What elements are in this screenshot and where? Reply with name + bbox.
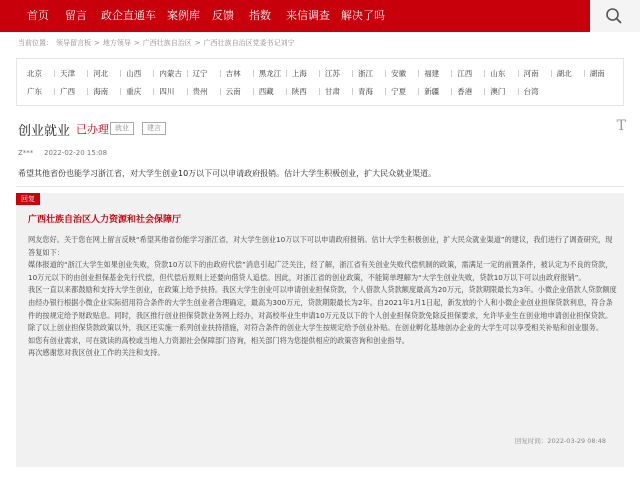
region-separator (253, 88, 254, 95)
divider (16, 186, 624, 187)
region-link[interactable]: 贵州 (192, 87, 208, 96)
reply-time: 回复时间：2022-03-29 08:48 (514, 437, 606, 445)
reply-paragraph: 我区一直以来都鼓励和支持大学生创业，在政策上给予扶持。我区大学生创业可以申请创业担保贷款，个人借款人贷款额度最高为20万元，贷款期限最长为3年。小微企业借款人贷款额度由经办银行根据小微企业实际招用符合条件的大学生创业者合理确定，最高为300万元，贷款期限最长为2年。自2021年1月1日起，新发放的个人和小微企业创业担保贷款利息，符合条件的按规定给予财政贴息。同时，我区推行创业担保贷款业务网上经办，对高校毕业生申请10万元及以下的个人创业担保贷款免除反担保要求，允许毕业生在创业地申请创业担保贷款。 (28, 285, 617, 320)
region-separator (54, 88, 55, 95)
region-link[interactable]: 河北 (93, 69, 109, 78)
nav-home[interactable]: 首页 (27, 9, 49, 22)
breadcrumb-prefix: 当前位置： (18, 39, 53, 47)
post-title: 创业就业 (18, 124, 71, 139)
region-separator (187, 70, 188, 77)
reply-paragraph: 如您有创业需求，可在就读的高校或当地人力资源社会保障部门咨询，相关部门将为您提供相应的政策咨询和创业指导。 (28, 335, 409, 345)
region-link[interactable]: 浙江 (358, 69, 373, 78)
region-link[interactable]: 云南 (225, 87, 241, 96)
region-separator (418, 70, 419, 77)
region-separator (484, 70, 485, 77)
region-separator (87, 70, 88, 77)
font-size-icon[interactable]: T (616, 118, 626, 134)
author-name: Z*** (18, 149, 34, 157)
breadcrumb (18, 38, 298, 48)
region-separator (253, 70, 254, 77)
region-link[interactable]: 新疆 (424, 87, 440, 96)
region-link[interactable]: 江西 (457, 69, 473, 78)
region-link[interactable]: 北京 (27, 69, 42, 78)
region-separator (87, 88, 88, 95)
region-link[interactable]: 重庆 (126, 87, 142, 96)
reply-body (28, 234, 618, 360)
region-separator (286, 70, 287, 77)
region-link[interactable]: 澳门 (490, 87, 506, 96)
region-link[interactable]: 海南 (93, 87, 109, 96)
region-link[interactable]: 宁夏 (391, 87, 407, 96)
region-separator (518, 88, 519, 95)
reply-paragraph: 除了以上创业担保贷款政策以外，我区还实施一系列创业扶持措施，对符合条件的创业大学生按规定给予创业补贴。在创业孵化基地创办企业的大学生可以享受相关补贴和创业服务。 (28, 323, 604, 333)
reply-paragraph: 网友您好。关于您在网上留言反映“希望其他省份能学习浙江省，对大学生创业10万以下可以申请政府报销。估计大学生积极创业，扩大民众就业渠道”的建议，我们进行了调查研究，现答复如下： (28, 235, 613, 257)
region-link[interactable]: 湖北 (556, 69, 572, 78)
region-link[interactable]: 陕西 (291, 87, 307, 96)
region-separator (352, 88, 353, 95)
reply-paragraph: 再次感谢您对我区创业工作的关注和支持。 (28, 348, 165, 358)
region-separator (418, 88, 419, 95)
reply-section (16, 193, 624, 467)
nav-message[interactable]: 留言 (65, 9, 87, 22)
region-separator (220, 88, 221, 95)
tag-suggestion[interactable]: 建言 (142, 122, 166, 135)
region-link[interactable]: 广西 (60, 87, 76, 96)
region-link[interactable]: 江苏 (324, 69, 340, 78)
region-separator (319, 70, 320, 77)
nav-solved[interactable]: 解决了吗 (341, 9, 385, 22)
region-link[interactable]: 河南 (523, 69, 539, 78)
region-link[interactable]: 甘肃 (324, 87, 340, 96)
search-button[interactable] (590, 0, 640, 32)
region-link[interactable]: 上海 (291, 69, 307, 78)
breadcrumb-sep: > (94, 39, 100, 47)
region-link[interactable]: 天津 (60, 69, 76, 78)
region-separator (153, 70, 154, 77)
top-nav (0, 0, 640, 32)
region-link[interactable]: 安徽 (391, 69, 407, 78)
reply-paragraph: 媒体报道的“浙江大学生如果创业失败，贷款10万以下的由政府代偿”消息引起广泛关注，经了解，浙江省有关创业失败代偿机制的政策，需满足一定的前置条件，被认定为不良的贷款，10万元以下的由创业担保基金先行代偿，但代偿后原则上还要向借贷人追偿。因此，对浙江省的创业政策，不能简单理解为“大学生创业失败，贷款10万以下可以由政府报销”。 (28, 260, 613, 282)
breadcrumb-sep: > (194, 39, 201, 47)
breadcrumb-link[interactable]: 地方领导 (102, 39, 131, 47)
region-link[interactable]: 内蒙古 (159, 69, 182, 78)
region-link[interactable]: 吉林 (225, 69, 241, 78)
region-link[interactable]: 福建 (424, 69, 440, 78)
breadcrumb-current: 广西壮族自治区党委书记刘宁 (203, 39, 295, 47)
region-separator (120, 88, 121, 95)
region-separator (54, 70, 55, 77)
region-separator (187, 88, 188, 95)
region-separator (319, 88, 320, 95)
region-separator (551, 70, 552, 77)
region-separator (385, 88, 386, 95)
nav-direct[interactable]: 政企直通车 (101, 9, 156, 22)
region-link[interactable]: 四川 (159, 87, 175, 96)
region-separator (518, 70, 519, 77)
region-separator (286, 88, 287, 95)
reply-label: 回复 (16, 193, 40, 205)
region-link[interactable]: 香港 (457, 87, 473, 96)
region-link[interactable]: 广东 (27, 87, 42, 96)
breadcrumb-link[interactable]: 广西壮族自治区 (142, 39, 192, 47)
region-link[interactable]: 山西 (126, 69, 142, 78)
region-link[interactable]: 山东 (490, 69, 506, 78)
breadcrumb-sep: > (133, 39, 140, 47)
region-link[interactable]: 台湾 (523, 87, 539, 96)
tag-employment[interactable]: 就业 (110, 122, 134, 135)
breadcrumb-link[interactable]: 领导留言板 (56, 39, 91, 47)
region-separator (352, 70, 353, 77)
region-link[interactable]: 西藏 (258, 87, 274, 96)
region-selector (16, 58, 624, 106)
nav-feedback[interactable]: 反馈 (212, 9, 234, 22)
region-separator (451, 88, 452, 95)
region-link[interactable]: 黑龙江 (258, 69, 282, 78)
nav-cases[interactable]: 案例库 (167, 9, 200, 22)
region-link[interactable]: 辽宁 (192, 69, 208, 78)
post-date: 2022-02-20 15:08 (44, 149, 108, 157)
region-separator (451, 70, 452, 77)
nav-index[interactable]: 指数 (249, 9, 271, 22)
reply-organization: 广西壮族自治区人力资源和社会保障厅 (28, 215, 182, 225)
region-separator (153, 88, 154, 95)
region-separator (220, 70, 221, 77)
question-text: 希望其他省份也能学习浙江省，对大学生创业10万以下可以申请政府报销。估计大学生积极创业，扩大民众就业渠道。 (18, 169, 437, 178)
region-separator (120, 70, 121, 77)
region-link[interactable]: 湖南 (589, 69, 605, 78)
nav-survey[interactable]: 来信调查 (286, 9, 330, 22)
search-icon (605, 7, 623, 25)
status-badge: 已办理 (76, 123, 109, 136)
region-separator (385, 70, 386, 77)
region-separator (484, 88, 485, 95)
region-separator (584, 70, 585, 77)
region-link[interactable]: 青海 (358, 87, 373, 96)
